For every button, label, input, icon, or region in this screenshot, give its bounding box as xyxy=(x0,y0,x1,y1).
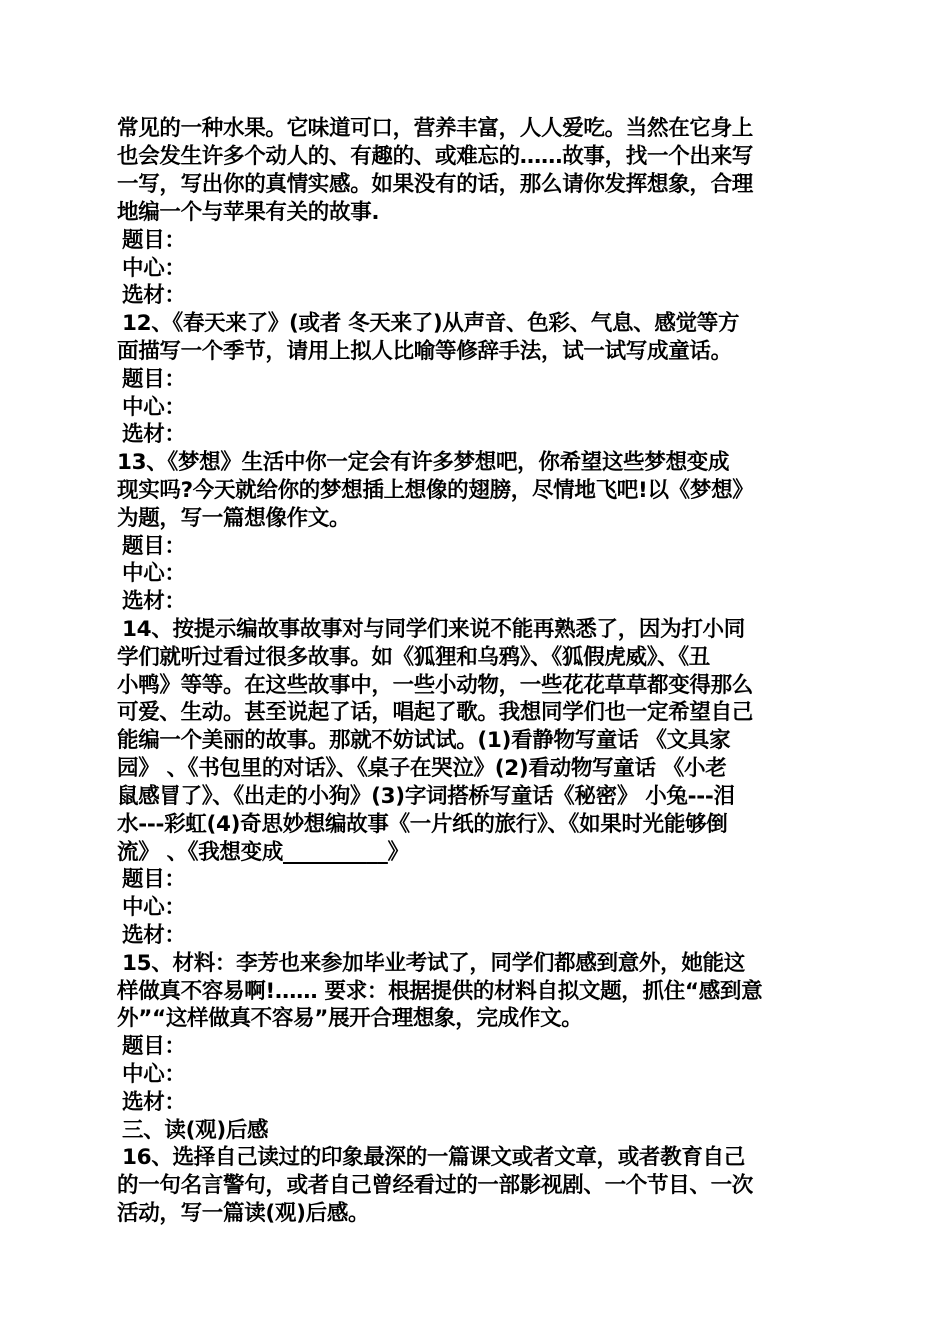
text-line: 现实吗?今天就给你的梦想插上想像的翅膀，尽情地飞吧!以《梦想》 xyxy=(117,478,754,503)
text-line: 也会发生许多个动人的、有趣的、或难忘的……故事，找一个出来写 xyxy=(117,144,754,169)
text-line: 常见的一种水果。它味道可口，营养丰富，人人爱吃。当然在它身上 xyxy=(117,116,754,141)
material-label: 选材： xyxy=(122,1090,186,1115)
title-label: 题目： xyxy=(122,1034,186,1059)
text-line: 活动，写一篇读(观)后感。 xyxy=(117,1201,370,1226)
material-label: 选材： xyxy=(122,422,186,447)
text-line: 小鸭》等等。在这些故事中，一些小动物，一些花花草草都变得那么 xyxy=(117,673,754,698)
text-line: 面描写一个季节，请用上拟人比喻等修辞手法，试一试写成童话。 xyxy=(117,339,732,364)
text-line: 流》 、《我想变成__________》 xyxy=(117,840,409,865)
text-line: 园》 、《书包里的对话》、《桌子在哭泣》(2)看动物写童话 《小老 xyxy=(117,756,727,781)
material-label: 选材： xyxy=(122,589,186,614)
text-line: 能编一个美丽的故事。那就不妨试试。(1)看静物写童话 《文具家 xyxy=(117,728,731,753)
center-label: 中心： xyxy=(122,395,186,420)
text-line: 可爱、生动。甚至说起了话，唱起了歌。我想同学们也一定希望自己 xyxy=(117,700,754,725)
title-label: 题目： xyxy=(122,228,186,253)
text-line: 外”“这样做真不容易”展开合理想象，完成作文。 xyxy=(117,1006,583,1031)
text-line: 的一句名言警句，或者自己曾经看过的一部影视剧、一个节目、一次 xyxy=(117,1173,754,1198)
material-label: 选材： xyxy=(122,283,186,308)
title-label: 题目： xyxy=(122,367,186,392)
text-line: 地编一个与苹果有关的故事. xyxy=(117,200,380,225)
title-label: 题目： xyxy=(122,534,186,559)
question-14: 14、按提示编故事故事对与同学们来说不能再熟悉了，因为打小同 xyxy=(122,617,745,642)
text-line: 一写，写出你的真情实感。如果没有的话，那么请你发挥想象，合理 xyxy=(117,172,754,197)
center-label: 中心： xyxy=(122,256,186,281)
question-16: 16、选择自己读过的印象最深的一篇课文或者文章，或者教育自己 xyxy=(122,1145,745,1170)
center-label: 中心： xyxy=(122,895,186,920)
material-label: 选材： xyxy=(122,923,186,948)
text-line: 样做真不容易啊!…… 要求：根据提供的材料自拟文题，抓住“感到意 xyxy=(117,979,763,1004)
text-line: 为题，写一篇想像作文。 xyxy=(117,506,351,531)
question-15: 15、材料：李芳也来参加毕业考试了，同学们都感到意外，她能这 xyxy=(122,951,745,976)
text-line: 鼠感冒了》、《出走的小狗》(3)字词搭桥写童话《秘密》 小兔---泪 xyxy=(117,784,735,809)
title-label: 题目： xyxy=(122,867,186,892)
center-label: 中心： xyxy=(122,1062,186,1087)
text-line: 水---彩虹(4)奇思妙想编故事《一片纸的旅行》、《如果时光能够倒 xyxy=(117,812,728,837)
section-heading: 三、读(观)后感 xyxy=(122,1118,269,1143)
question-12: 12、《春天来了》(或者 冬天来了)从声音、色彩、气息、感觉等方 xyxy=(122,311,740,336)
question-13: 13、《梦想》生活中你一定会有许多梦想吧，你希望这些梦想变成 xyxy=(117,450,730,475)
text-line: 学们就听过看过很多故事。如《狐狸和乌鸦》、《狐假虎威》、《丑 xyxy=(117,645,711,670)
center-label: 中心： xyxy=(122,561,186,586)
